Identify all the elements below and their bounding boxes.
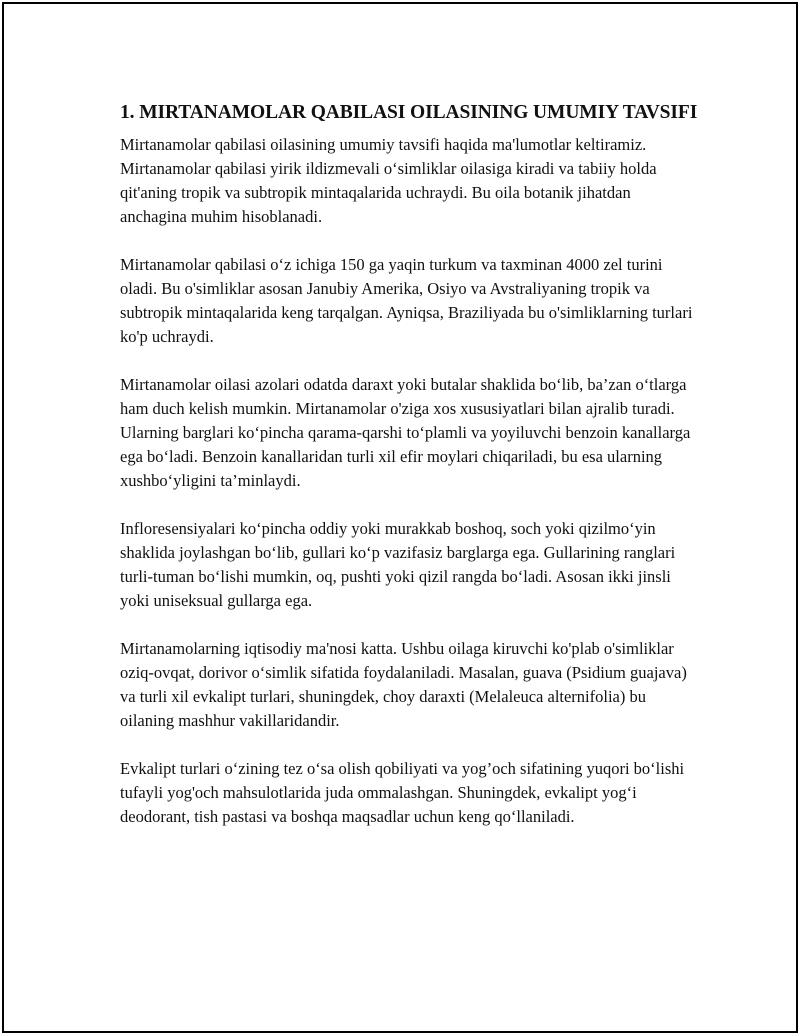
paragraph-4: Infloresensiyalari ko‘pincha oddiy yoki murakkab boshoq, soch yoki qizilmo‘yin shaklida joylashgan bo‘lib, gullari ko‘p vazifasiz barglarga ega. Gullarining ranglari turli-tuman bo‘lishi mumkin, oq, pushti yoki qizil rangda bo‘ladi. Asosan ikki jinsli yoki uniseksual gullarga ega. [120,519,676,610]
document-body [120,100,700,853]
paragraph-6: Evkalipt turlari o‘zining tez o‘sa olish qobiliyati va yog’och sifatining yuqori bo‘lishi tufayli yog'och mahsulotlarida juda ommalashgan. Shuningdek, evkalipt yog‘i deodorant, tish pastasi va boshqa maqsadlar uchun keng qo‘llaniladi. [120,759,685,826]
section-title: 1. MIRTANAMOLAR QABILASI OILASINING UMUMIY TAVSIFI [120,102,698,123]
paragraph-5: Mirtanamolarning iqtisodiy ma'nosi katta. Ushbu oilaga kiruvchi ko'plab o'simliklar oziq-ovqat, dorivor o‘simlik sifatida foydalaniladi. Masalan, guava (Psidium guajava) va turli xil evkalipt turlari, shuningdek, choy daraxti (Melaleuca alternifolia) bu oilaning mashhur vakillaridandir. [120,639,687,730]
document-page [2,2,798,1033]
paragraph-2: Mirtanamolar qabilasi o‘z ichiga 150 ga yaqin turkum va taxminan 4000 zel turini oladi. Bu o'simliklar asosan Janubiy Amerika, Osiyo va Avstraliyaning tropik va subtropik mintaqalarida keng tarqalgan. Ayniqsa, Braziliyada bu o'simliklarning turlari ko'p uchraydi. [120,255,693,346]
paragraph-3: Mirtanamolar oilasi azolari odatda daraxt yoki butalar shaklida bo‘lib, ba’zan o‘tlarga ham duch kelish mumkin. Mirtanamolar o'ziga xos xususiyatlari bilan ajralib turadi. Ularning barglari ko‘pincha qarama-qarshi to‘plamli va yoyiluvchi benzoin kanallarga ega bo‘ladi. Benzoin kanallaridan turli xil efir moylari chiqariladi, bu esa ularning xushbo‘yligini ta’minlaydi. [120,375,691,490]
paragraph-1: Mirtanamolar qabilasi oilasining umumiy tavsifi haqida ma'lumotlar keltiramiz. Mirtanamolar qabilasi yirik ildizmevali o‘simliklar oilasiga kiradi va tabiiy holda qit'aning tropik va subtropik mintaqalarida uchraydi. Bu oila botanik jihatdan anchagina muhim hisoblanadi. [120,135,657,226]
